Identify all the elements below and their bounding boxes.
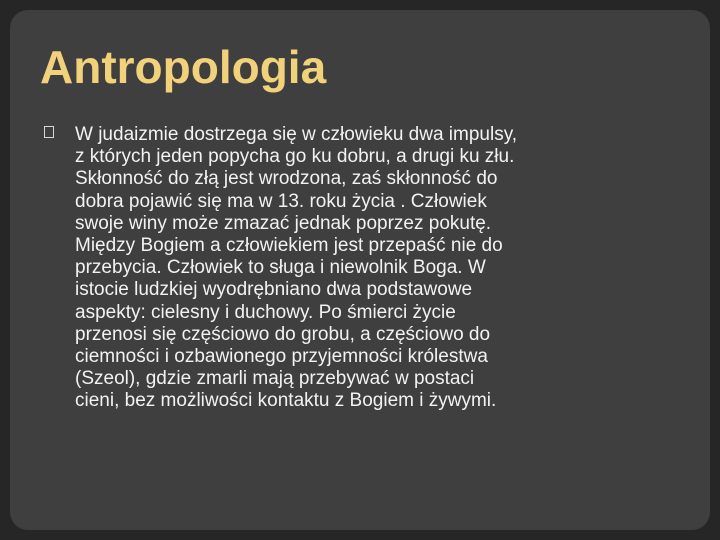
body-paragraph <box>75 124 645 413</box>
body-line: przebycia. Człowiek to sługa i niewolnik Boga. W <box>75 257 486 279</box>
body-line: aspekty: cielesny i duchowy. Po śmierci życie <box>75 301 456 323</box>
body-line: (Szeol), gdzie zmarli mają przebywać w postaci <box>75 368 475 390</box>
square-bullet-icon <box>44 126 54 138</box>
slide-title: Antropologia <box>40 41 327 93</box>
body-line: Między Bogiem a człowiekiem jest przepaść nie do <box>75 235 503 257</box>
body-line: dobra pojawić się ma w 13. roku życia . Człowiek <box>75 190 487 212</box>
body-line: z których jeden popycha go ku dobru, a drugi ku złu. <box>75 146 515 168</box>
body-line: W judaizmie dostrzega się w człowieku dwa impulsy, <box>75 124 518 145</box>
body-line: ciemności i ozbawionego przyjemności królestwa <box>75 346 488 368</box>
body-line: Skłonność do złą jest wrodzona, zaś skłonność do <box>75 168 498 190</box>
body-line: istocie ludzkiej wyodrębniano dwa podstawowe <box>75 279 473 301</box>
body-line: przenosi się częściowo do grobu, a częściowo do <box>75 323 491 345</box>
body-line: swoje winy może zmazać jednak poprzez pokutę. <box>75 212 492 234</box>
body-line: cieni, bez możliwości kontaktu z Bogiem i żywymi. <box>75 390 497 412</box>
